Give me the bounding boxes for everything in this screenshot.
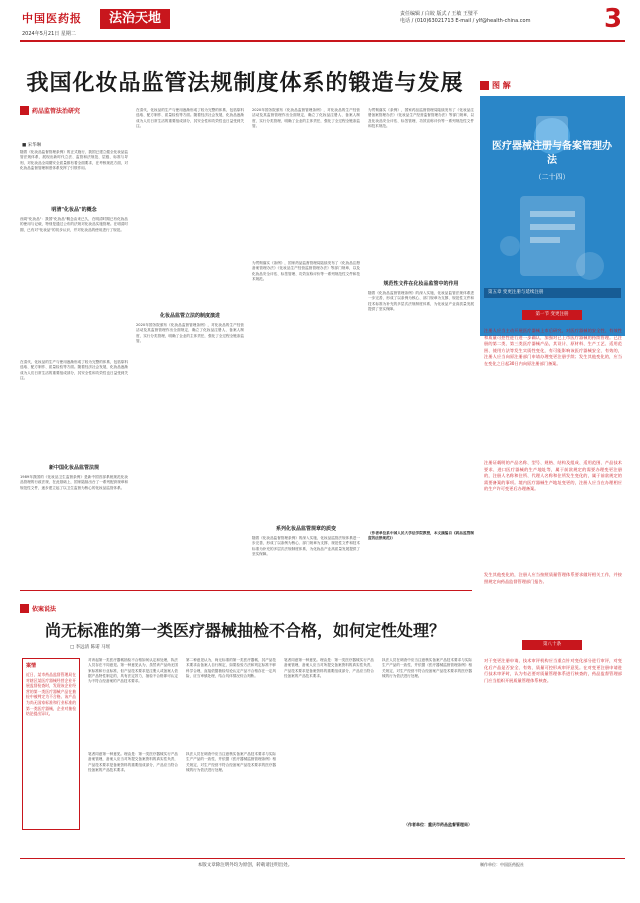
newspaper-logo: 中国医药报	[22, 12, 82, 25]
article-paragraph: 在清代，化妆品的生产与使用逐渐形成了较为完整的体系，包括原料选取、配方制作、质量检验等方面。随着经济社会发展，化妆品逐渐成为人们日常生活的重要组成部分，其安全性和功效性也日益受到关注。	[20, 360, 128, 380]
book-chapter: 第五章 变更注册与延续注册	[484, 288, 621, 298]
article-paragraph: 在清代，化妆品的生产与使用逐渐形成了较为完整的体系，包括原料选取、配方制作、质量检验等方面。随着经济社会发展，化妆品逐渐成为人们日常生活的重要组成部分，其安全性和功效性也日益受到关注。	[136, 108, 244, 128]
section-ribbon: 第八十条	[522, 640, 582, 650]
bottom-paragraph: 第二种意见认为，尚无标准的第一类医疗器械，其产品技术要求由备案人自行制定，如果检验方法和判定标准不够科学合理，直接依据抽检结论认定产品不合格存在一定风险，应当审慎处理，结合具体情况综合判断。	[186, 658, 276, 678]
case-box-body: 近日，某市药品监督管理局在对辖区某医疗器械经营企业开展监督检查时，发现该企业经营的第一类医疗器械产品在抽检中被判定为不合格。该产品为尚无国家标准和行业标准的第一类医疗器械，企业对抽检结论提出异议。	[26, 672, 76, 717]
column-tag-label: 药品监管法治研究	[32, 108, 81, 115]
footer-right-text: 制作单位：中国医药报社	[480, 862, 524, 867]
book-cover	[480, 96, 625, 336]
article-subhead: 新中国化妆品监管法规	[48, 465, 99, 471]
column-tag	[20, 100, 122, 114]
section-ribbon: 第一节 变更注册	[522, 310, 582, 320]
article-author: ■ 宋华琳	[22, 143, 42, 148]
bottom-paragraph: 笔者同意第一种意见。理由是：第一类医疗器械实行产品备案管理，备案人应当对所提交备案资料的真实性负责，产品技术要求是备案资料的重要组成部分，产品应当符合经备案的产品技术要求。	[284, 658, 374, 678]
bottom-paragraph: 对该起第一类医疗器械抽检不合格如何认定和处理，执法人员存在不同意见。第一种意见认为，虽然该产品尚无国家标准和行业标准，但产品技术要求是注册人或备案人依据产品特性制定的，具有法定效力，抽检不合格即可认定为不符合经备案的产品技术要求。	[88, 658, 178, 684]
date-line: 2024年5月21日 星期二	[22, 31, 76, 37]
masthead	[0, 0, 640, 40]
article-subhead: 规范性文件在化妆品监管中的作用	[383, 281, 459, 287]
book-edition: （二十四）	[534, 173, 570, 181]
article-column-3	[252, 108, 360, 588]
picture-section-label	[480, 80, 530, 94]
article-subhead: 系列化妆品监管规章的质变	[275, 526, 336, 532]
sidebar-paragraph: 注册人应当主动开展医疗器械上市后研究，对医疗器械的安全性、有效性和质量可控性进行进一步确认，加强对已上市医疗器械的持续管理。已注册的第二类、第三类医疗器械产品，其设计、原材料、生产工艺、适用范围、使用方法等发生实质性变化，有可能影响该医疗器械安全、有效的，注册人应当向原注册部门申请办理变更注册手续；发生其他变化的，应当在变化之日起30日内向原注册部门备案。	[484, 328, 622, 366]
article-paragraph: 1989年我国的《化妆品卫生监督条例》是新中国首部系统规范化妆品管理的行政法规，在此基础上，国家陆续出台了一系列配套规章和规范性文件，逐步建立起了以卫生监督为核心的化妆品监管体系。	[20, 475, 128, 490]
sidebar-paragraph: 注册证载明的产品名称、型号、规格、结构及组成、适用范围、产品技术要求、进口医疗器械的生产地址等，属于前款规定的需要办理变更注册的，注册人名称和住所、代理人名称和住所发生变化的，属于前款规定的需要备案的事项。境内医疗器械生产地址变更的，注册人应当在办理相应的生产许可变更后办理备案。	[484, 460, 622, 492]
main-headline: 我国化妆品监管法规制度体系的锻造与发展	[26, 70, 464, 96]
sidebar-paragraph: 发生其他变化的，注册人应当按照质量管理体系要求做好相关工作，并按照规定向药品监督管理部门报告。	[484, 572, 622, 584]
case-box-title: 案情	[26, 663, 37, 669]
bottom-headline: 尚无标准的第一类医疗器械抽检不合格，如何定性处理？	[44, 621, 445, 640]
bottom-column-tag	[20, 598, 56, 617]
article-paragraph: 2020年国务院颁布《化妆品监督管理条例》，对化妆品的生产经营活动及其监督管理作出全面规定，确立了化妆品注册人、备案人制度，实行分类管理，明确了企业的主体责任，强化了全过程全链条监管。	[252, 108, 360, 128]
bottom-paragraph: 笔者同意第一种意见。理由是：第一类医疗器械实行产品备案管理，备案人应当对所提交备案资料的真实性负责，产品技术要求是备案资料的重要组成部分，产品应当符合经备案的产品技术要求。	[88, 752, 178, 772]
sidebar-paragraph: 对于变更注册申请，技术审评机构应当重点针对变化部分进行审评，对变化后产品是否安全、有效、质量可控形成审评意见。在对变更注册申请进行技术审评时，认为有必要对质量管理体系进行核查的，药品监督管理部门应当组织开展质量管理体系核查。	[484, 658, 622, 683]
article-column-1	[20, 150, 128, 590]
editor-info: 责任编辑 / 白皎 版式 / 王敏 王璧平 电话 / (010)63021713 E-mail / ylf@health-china.com	[400, 11, 531, 24]
section-tab: 法治天地	[100, 9, 170, 29]
column-tag-icon	[20, 106, 29, 115]
book-title: 医疗器械注册与备案管理办法	[492, 141, 612, 166]
bottom-paragraph: 执法人员在调查中应当注意核实备案产品技术要求与实际生产产品的一致性，并依据《医疗器械监督管理条例》相关规定，对生产经营不符合经备案产品技术要求的医疗器械的行为依法进行处理。	[382, 658, 472, 678]
case-box	[22, 658, 80, 830]
masthead-rule	[20, 40, 625, 42]
article-subhead: 明清"化妆品"的概念	[51, 207, 97, 213]
article-paragraph: 西周"化妆品"：我国"化妆品"概念由来已久，在明清时期已有化妆品的使用与记载，特别是通过公布的法规对化妆品实施管理。在明清时期，已有对"化妆品"的初步认识，并对化妆品的使用进行了规范。	[20, 217, 128, 232]
article-column-2	[136, 108, 244, 588]
bottom-paragraph: 执法人员在调查中应当注意核实备案产品技术要求与实际生产产品的一致性，并依据《医疗器械监督管理条例》相关规定，对生产经营不符合经备案产品技术要求的医疗器械的行为依法进行处理。	[186, 752, 276, 772]
article-paragraph: 随着《化妆品监督管理条例》的深入实施，化妆品监管法规体系进一步完善，形成了以条例为核心、部门规章为支撑、规范性文件和技术标准为补充的多层次法规制度体系，为化妆品产业高质量发展提供了坚实保障。	[368, 291, 474, 311]
article-subhead: 化妆品监管立法的制度演进	[159, 313, 220, 319]
bottom-authors: □ 李远清 陈诺 马瑶	[70, 645, 111, 650]
bottom-tag-icon	[20, 604, 29, 613]
footer-rule	[20, 858, 625, 859]
article-paragraph: 为贯彻落实《条例》，国家药品监督管理局陆续发布了《化妆品注册备案管理办法》《化妆品生产经营监督管理办法》等部门规章，以及化妆品安全评估、标签管理、功效宣称评价等一系列规范性文件和技术规范。	[368, 108, 474, 128]
section-divider	[20, 590, 472, 591]
article-note: （作者单位系中国人民大学法学院教授，本文摘编自《药品监管制度的法律规范》）	[368, 531, 474, 541]
article-column-4	[368, 108, 474, 588]
bottom-tag-label: 依案说法	[32, 606, 57, 613]
picture-icon	[480, 81, 489, 90]
bottom-author-unit: （作者单位：重庆市药品监督管理局）	[404, 822, 472, 827]
footer-text: 本版文章除注明外均为原创，转载请注明出处。	[197, 863, 293, 868]
article-paragraph: 2020年国务院颁布《化妆品监督管理条例》，对化妆品的生产经营活动及其监督管理作出全面规定，确立了化妆品注册人、备案人制度，实行分类管理，明确了企业的主体责任，强化了全过程全链条监管。	[136, 323, 244, 343]
page-number: 3	[604, 4, 623, 34]
article-paragraph: 为贯彻落实《条例》，国家药品监督管理局陆续发布了《化妆品注册备案管理办法》《化妆品生产经营监督管理办法》等部门规章，以及化妆品安全评估、标签管理、功效宣称评价等一系列规范性文件和技术规范。	[252, 261, 360, 281]
picture-label-text: 图 解	[492, 81, 511, 90]
article-paragraph: 随着《化妆品监督管理条例》的正式施行，我国已建立健全化妆品监管法规体系，展现出新时代立法、监管和法规范、层级、标准与导则，对化妆品全周期安全质量都有着全面要求，在考核规范方面，对化妆品监督管理制度体系发挥了引领作用。	[20, 150, 128, 170]
article-paragraph: 随着《化妆品监督管理条例》的深入实施，化妆品监管法规体系进一步完善，形成了以条例为核心、部门规章为支撑、规范性文件和技术标准为补充的多层次法规制度体系，为化妆品产业高质量发展提供了坚实保障。	[252, 536, 360, 556]
book-cover-art	[480, 96, 625, 336]
